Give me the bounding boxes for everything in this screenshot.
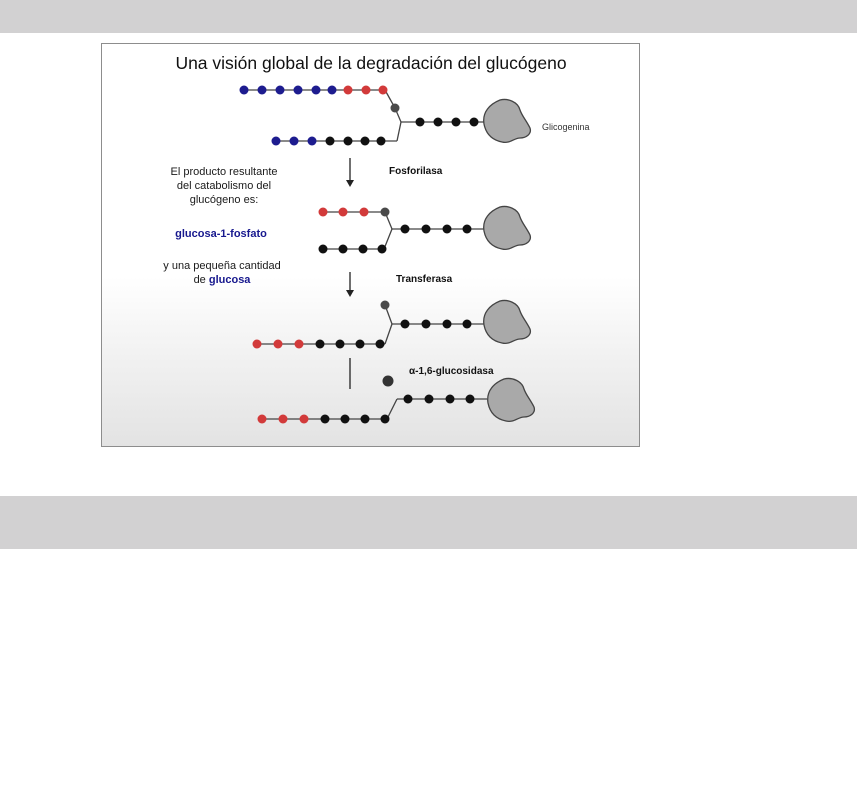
- glycogenin-protein: [484, 99, 531, 142]
- enzyme-transferasa: Transferasa: [396, 274, 453, 285]
- middle-gray-bar: [0, 496, 857, 549]
- product-text-line-2: del catabolismo del: [176, 180, 272, 192]
- product-explanation: [163, 166, 280, 286]
- stage-2-after-phosphorylase: [319, 206, 531, 253]
- slide-title: Una visión global de la degradación del glucógeno: [175, 53, 567, 73]
- enzyme-fosforilasa: Fosforilasa: [389, 166, 443, 177]
- free-glucose-molecule: [383, 376, 394, 387]
- glycogenin-label: Glicogenina: [542, 122, 590, 132]
- glycogen-degradation-slide: [101, 43, 640, 447]
- arrow-step-1: [346, 158, 354, 187]
- glycogen-diagram: [102, 44, 640, 447]
- product-text-line-3: glucógeno es:: [189, 194, 259, 206]
- glycogenin-protein-4: [488, 378, 535, 421]
- top-gray-bar: [0, 0, 857, 33]
- product-glucose-1-phosphate: glucosa-1-fosfato: [175, 228, 267, 240]
- glycogenin-protein-3: [484, 300, 531, 343]
- product-text-line-1: El producto resultante: [170, 166, 278, 178]
- extra-text-line-1: y una pequeña cantidad: [163, 260, 281, 272]
- free-glucose-label: glucosa: [208, 274, 251, 286]
- glycogenin-protein-2: [484, 206, 531, 249]
- enzyme-alpha-glucosidase: α-1,6-glucosidasa: [409, 366, 494, 377]
- stage-4-after-debranching: [258, 378, 535, 423]
- arrow-step-2: [346, 272, 354, 297]
- stage-1-glycogen: [240, 86, 590, 146]
- extra-text-line-2: de glucosa: [193, 274, 251, 286]
- stage-3-after-transferase: [253, 300, 531, 348]
